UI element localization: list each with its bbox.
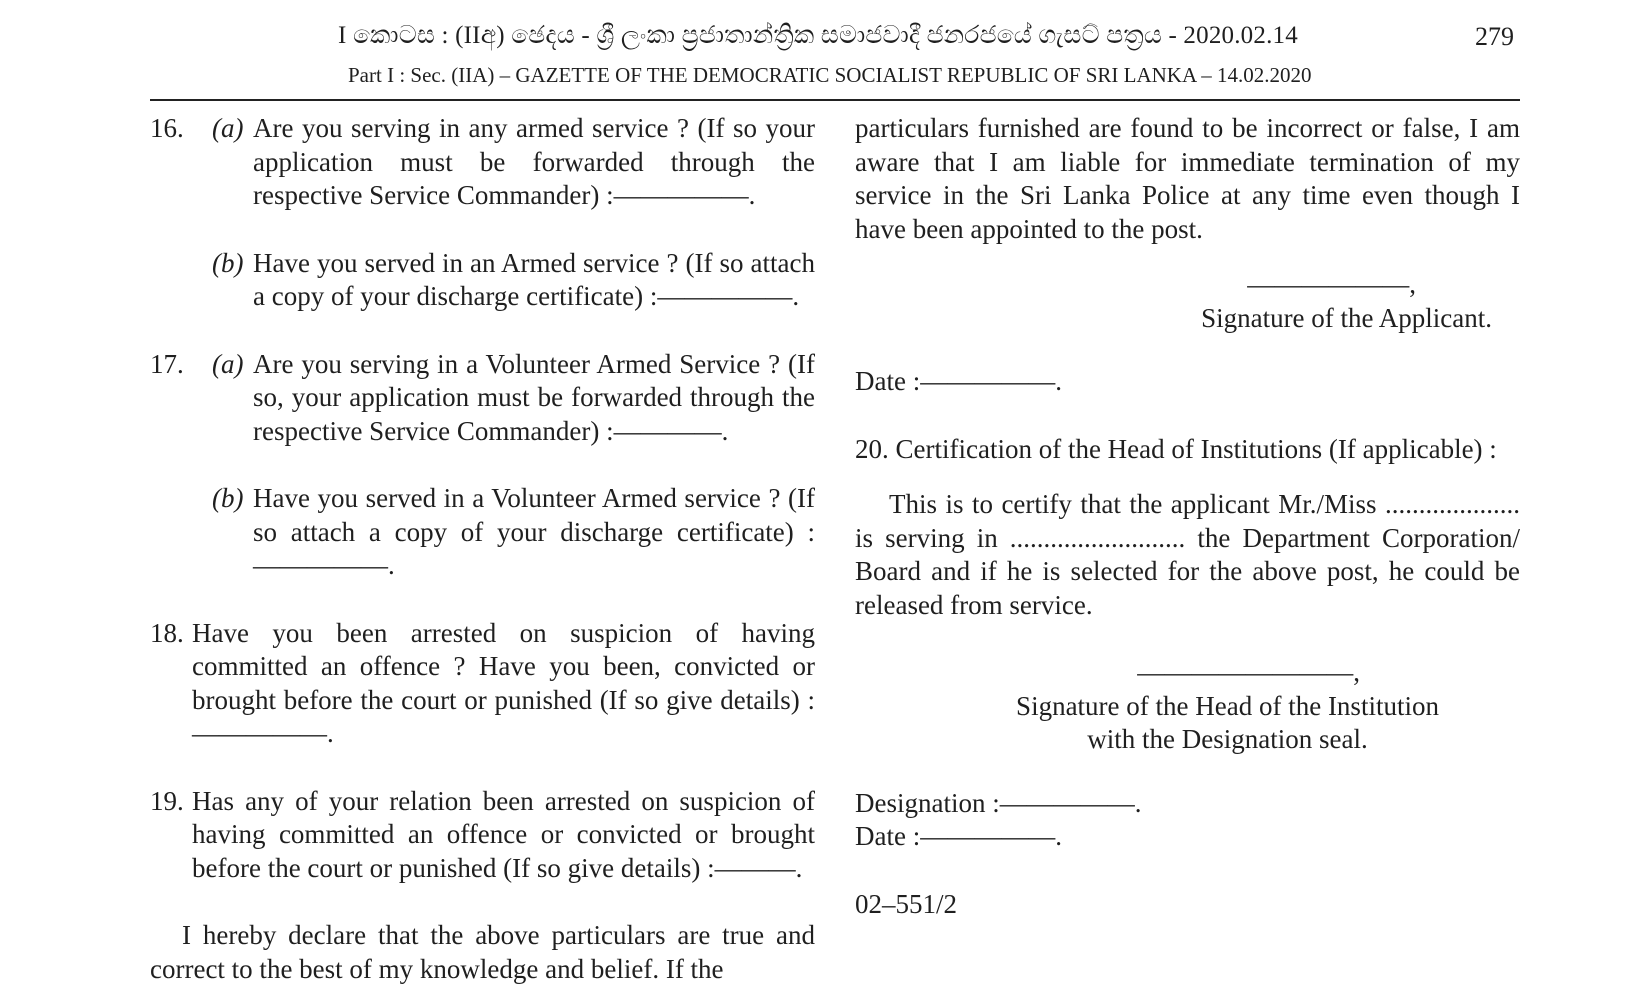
question-text: Have you been arrested on suspicion of having committed an offence ? Have you been, convicted or brought before the court or punished (If so give details) :—————. xyxy=(192,617,815,748)
question-16 xyxy=(150,112,815,314)
question-text: Has any of your relation been arrested on suspicion of having committed an offence or convicted or brought before the court or punished (If so give details) :———. xyxy=(192,785,815,883)
signature-line: ——————, xyxy=(1247,269,1416,299)
page-number: 279 xyxy=(1475,22,1514,51)
question-number: 16. xyxy=(150,113,184,143)
question-17b xyxy=(150,482,815,583)
question-number: 19. xyxy=(150,785,184,816)
signature-applicant-label: Signature of the Applicant. xyxy=(1201,302,1492,333)
signature-head-label: Signature of the Head of the Institution xyxy=(1016,690,1439,721)
question-19 xyxy=(150,785,815,886)
sub-label: (b) xyxy=(212,483,244,513)
question-17a xyxy=(150,348,815,449)
question-16a xyxy=(150,112,815,213)
question-16b xyxy=(150,247,815,314)
designation-seal-label: with the Designation seal. xyxy=(1087,724,1368,754)
signature-line-head: ————————, xyxy=(1137,657,1360,687)
question-20: 20. Certification of the Head of Institutions (If applicable) : xyxy=(855,433,1497,464)
sub-label: (a) xyxy=(212,348,244,379)
left-column xyxy=(150,112,815,986)
question-18 xyxy=(150,617,815,751)
question-number: 18. xyxy=(150,617,184,648)
notice-code: 02–551/2 xyxy=(855,888,958,919)
declaration-text: I hereby declare that the above particulars are true and correct to the best of my knowledge and belief. If the xyxy=(150,920,815,984)
designation-field: Designation :—————. xyxy=(855,787,1142,818)
question-text: Have you served in a Volunteer Armed service ? (If so attach a copy of your discharge certificate) :—————. xyxy=(253,483,815,580)
sub-label: (b) xyxy=(212,247,244,278)
declaration-continued: particulars furnished are found to be incorrect or false, I am aware that I am liable for immediate termination of my service in the Sri Lanka Police at any time even though I have been appointed to the post. xyxy=(855,113,1520,244)
question-number: 17. xyxy=(150,348,184,379)
certification-text: This is to certify that the applicant Mr./Miss .................... is serving in .......................... the Department Corporation/ Board and if he is selected for the above post, he could be released from service. xyxy=(855,489,1520,620)
sub-label: (a) xyxy=(212,113,244,143)
date-field: Date :—————. xyxy=(855,366,1062,396)
header-sinhala: I කොටස : (IIඅ) ඡෙදය - ශ්‍රී ලංකා ප්‍රජාතාන්ත්‍රික සමාජවාදී ජනරජයේ ගැසට් පත්‍රය - 2020.02.14 xyxy=(338,22,1298,49)
date-field-2: Date :—————. xyxy=(855,821,1062,851)
header-rule xyxy=(150,99,1520,101)
question-text: Are you serving in any armed service ? (If so your application must be forwarded through the respective Service Commander) :—————. xyxy=(253,113,815,210)
header-english: Part I : Sec. (IIA) – GAZETTE OF THE DEMOCRATIC SOCIALIST REPUBLIC OF SRI LANKA – 14.02.2020 xyxy=(348,63,1312,87)
right-column xyxy=(855,112,1520,921)
question-text: Are you serving in a Volunteer Armed Service ? (If so, your application must be forwarded through the respective Service Commander) :————. xyxy=(253,348,815,446)
question-17 xyxy=(150,348,815,583)
question-text: Have you served in an Armed service ? (If so attach a copy of your discharge certificate) :—————. xyxy=(253,247,815,311)
